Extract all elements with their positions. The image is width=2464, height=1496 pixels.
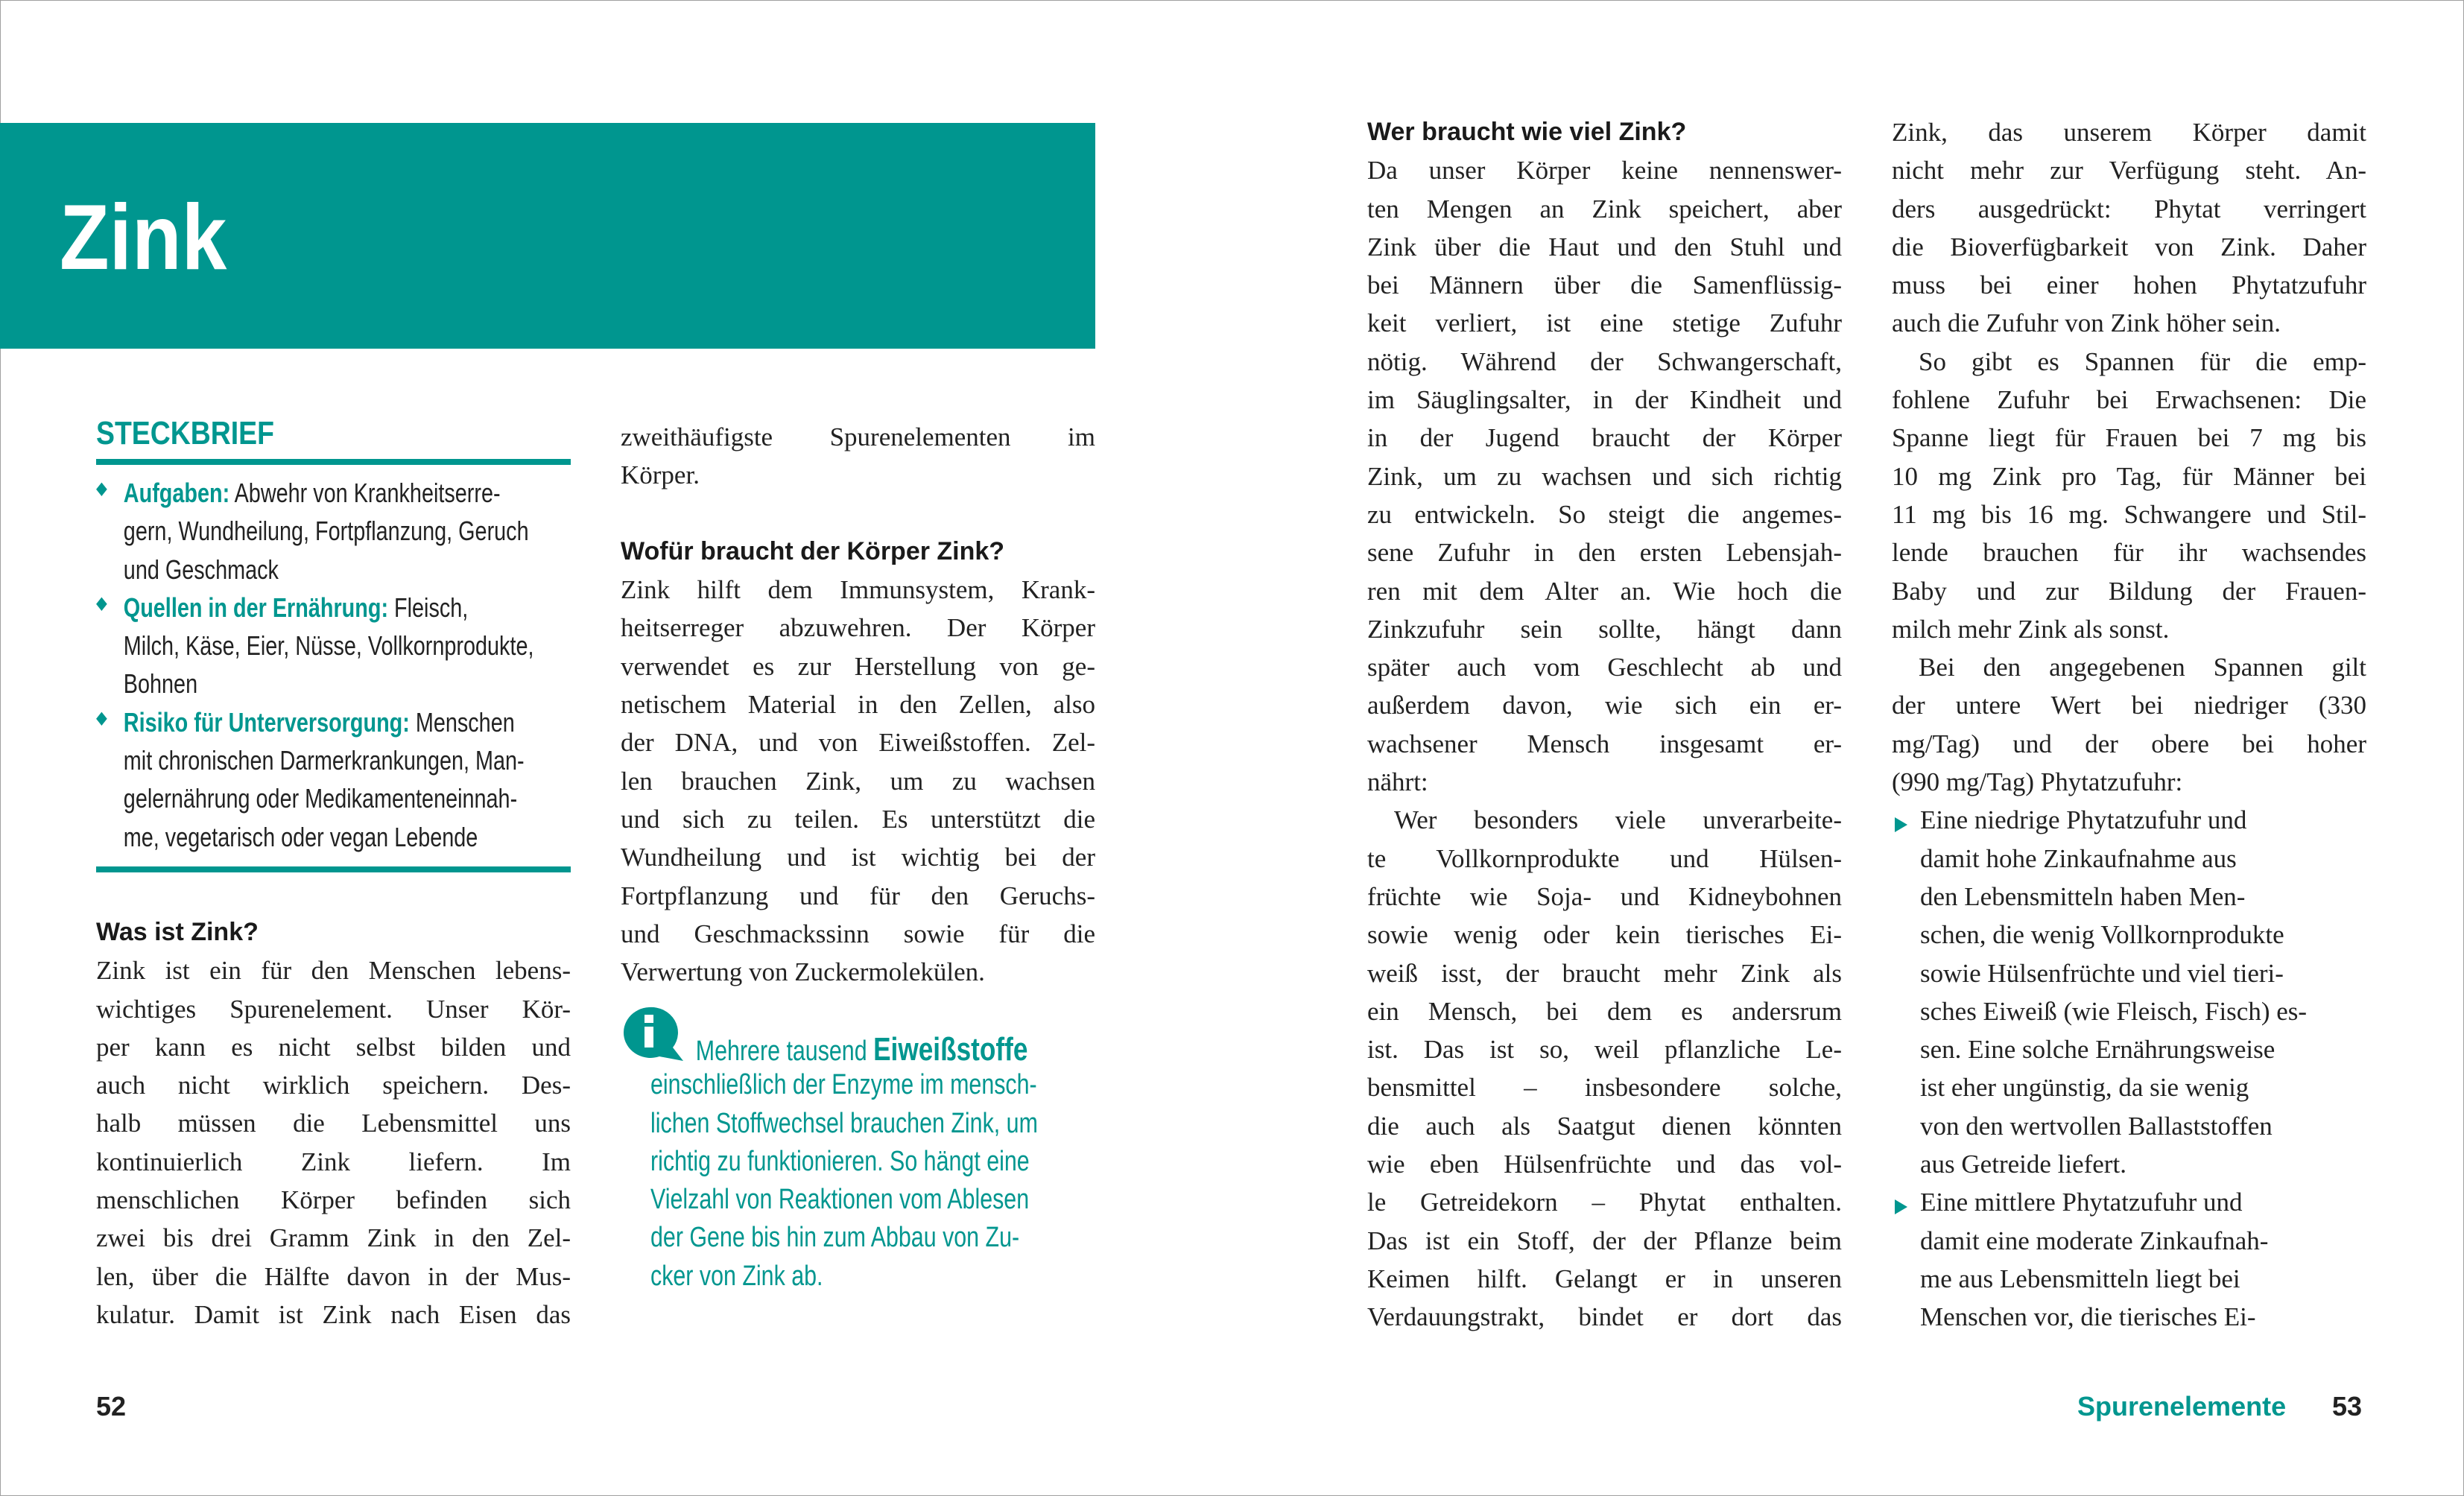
steckbrief-item-text: Fleisch, [388,592,469,623]
text-line: in der Jugend braucht der Körper [1367,423,1842,453]
text-line: damit eine moderate Zinkaufnah- [1920,1226,2269,1255]
info-line: richtig zu funktionieren. So hängt eine [650,1145,1030,1177]
chapter-title: Zink [60,186,227,289]
text-line: Menschen vor, die tierisches Ei- [1920,1302,2256,1332]
text-line: Fortpflanzung und für den Geruchs- [621,881,1095,910]
steckbrief-item-line [96,630,534,668]
text-line: wachsener Mensch insgesamt er- [1367,729,1842,758]
info-box [650,1031,1112,1299]
text-line: Keimen hilft. Gelangt er in unseren [1367,1264,1842,1293]
text-line: me aus Lebensmitteln liegt bei [1920,1264,2240,1293]
steckbrief-item-line [96,822,476,860]
steckbrief-item-line [96,478,501,516]
text-line: Bei den angegebenen Spannen gilt [1919,653,2366,682]
text-line: Zink ist ein für den Menschen lebens- [96,956,571,986]
text-line: mg/Tag) und der obere bei hoher [1892,729,2366,758]
steckbrief-bottom-rule [96,866,571,872]
text-line: nicht mehr zur Verfügung steht. An- [1892,156,2366,186]
text-line: te Vollkornprodukte und Hülsen- [1367,843,1842,873]
steckbrief-item-label: Risiko für Unterversorgung: [123,706,410,738]
text-line: per kann es nicht selbst bilden und [96,1032,571,1062]
text-line: damit hohe Zinkaufnahme aus [1920,843,2237,873]
info-line [650,1031,1028,1069]
text-line: len, über die Hälfte davon in der Mus- [96,1261,571,1291]
text-line: verwendet es zur Herstellung von ge- [621,651,1095,681]
text-line: keit verliert, ist eine stetige Zufuhr [1367,308,1842,338]
info-line: Vielzahl von Reaktionen vom Ablesen [650,1184,1030,1216]
steckbrief-title: STECKBRIEF [96,415,274,451]
text-line [621,499,1095,537]
text-line: Da unser Körper keine nennenswer- [1367,156,1842,186]
text-line: im Säuglingsalter, in der Kindheit und [1367,385,1842,415]
steckbrief-item-line [96,516,529,554]
text-line: fohlene Zufuhr bei Erwachsenen: Die [1892,385,2366,415]
info-prefix: Mehrere tausend [695,1036,874,1067]
text-line: muss bei einer hohen Phytatzufuhr [1892,270,2366,300]
text-line: Zink, das unserem Körper damit [1892,118,2366,147]
text-line: kontinuierlich Zink liefern. Im [96,1147,571,1176]
text-line: milch mehr Zink als sonst. [1892,614,2170,644]
text-line: der untere Wert bei niedriger (330 [1892,691,2366,720]
text-line: ren mit dem Alter an. Wie hoch die [1367,576,1842,606]
steckbrief-item-line [96,706,515,745]
column-4 [1892,118,2366,1341]
steckbrief-item-text: gelernährung oder Medikamenteneinnah- [123,783,518,814]
steckbrief-item-line [96,745,525,783]
text-line: ders ausgedrückt: Phytat verringert [1892,194,2366,224]
text-line: Spanne liegt für Frauen bei 7 mg bis [1892,423,2366,453]
text-line: Zinkzufuhr sein sollte, hängt dann [1367,614,1842,644]
page-number-left: 52 [96,1391,127,1421]
text-line: bei Männern über die Samenflüssig- [1367,270,1842,300]
text-line: zwei bis drei Gramm Zink in den Zel- [96,1223,571,1253]
text-line: zweithäufigste Spurenelementen im [621,422,1095,451]
text-line: Wer besonders viele unverarbeite- [1394,805,1842,835]
chapter-banner [0,123,1095,349]
running-section-title: Spurenelemente [2077,1391,2287,1421]
text-line: halb müssen die Lebensmittel uns [96,1109,571,1138]
steckbrief-item-line [96,668,476,706]
text-line: ten Mengen an Zink speichert, aber [1367,194,1842,224]
page-number-right: 53 [2332,1391,2363,1421]
steckbrief-item-line [96,783,518,821]
info-line: lichen Stoffwechsel brauchen Zink, um [650,1107,1038,1139]
text-line: von den wertvollen Ballaststoffen [1920,1111,2273,1141]
steckbrief-item-text: me, vegetarisch oder vegan Lebende [123,821,478,852]
steckbrief-item-text: Bohnen [123,668,198,700]
text-line: auch nicht wirklich speichern. Des- [96,1071,571,1100]
column-3 [1367,118,1842,1341]
text-line: auch die Zufuhr von Zink höher sein. [1892,308,2281,338]
text-line: Verdauungstrakt, bindet er dort das [1367,1302,1842,1332]
text-line: netischem Material in den Zellen, also [621,690,1095,720]
column-2 [621,422,1095,995]
text-line: Das ist ein Stoff, der der Pflanze beim [1367,1226,1842,1255]
text-line: der DNA, und von Eiweißstoffen. Zel- [621,728,1095,758]
text-line: schen, die wenig Vollkornprodukte [1920,920,2284,950]
text-line: So gibt es Spannen für die emp- [1919,346,2366,376]
section-heading: Was ist Zink? [96,918,259,946]
steckbrief-item-line [96,592,476,630]
steckbrief-item-text: und Geschmack [123,554,279,585]
text-line: Zink über die Haut und den Stuhl und [1367,232,1842,262]
text-line: menschlichen Körper befinden sich [96,1185,571,1215]
text-line: die auch als Saatgut dienen könnten [1367,1111,1842,1141]
text-line: lende brauchen für ihr wachsendes [1892,538,2366,568]
info-line: einschließlich der Enzyme im mensch- [650,1069,1037,1101]
text-line: heitserreger abzuwehren. Der Körper [621,613,1095,643]
text-line: Baby und zur Bildung der Frauen- [1892,576,2366,606]
info-line: der Gene bis hin zum Abbau von Zu- [650,1222,1020,1254]
bullet-item-line: Eine niedrige Phytatzufuhr und [1892,805,2366,843]
text-line: ist eher ungünstig, da sie wenig [1920,1073,2249,1103]
steckbrief-item-label: Quellen in der Ernährung: [123,592,389,623]
text-line: sene Zufuhr in den ersten Lebensjah- [1367,538,1842,568]
text-line: die Bioverfügbarkeit von Zink. Daher [1892,232,2366,262]
text-line: 10 mg Zink pro Tag, für Männer bei [1892,461,2366,491]
text-line: sowie wenig oder kein tierisches Ei- [1367,920,1842,950]
text-line: Wundheilung und ist wichtig bei der [621,843,1095,872]
section-heading: Wofür braucht der Körper Zink? [621,536,1005,565]
steckbrief-item-text: Menschen [409,706,515,738]
text-line: zu entwickeln. So steigt die angemes- [1367,499,1842,529]
steckbrief-top-rule [96,459,571,465]
text-line: nötig. Während der Schwangerschaft, [1367,346,1842,376]
text-line: wie eben Hülsenfrüchte und das vol- [1367,1150,1842,1179]
steckbrief-item-line [96,554,476,592]
text-line: Körper. [621,460,700,490]
text-line: und Geschmackssinn sowie für die [621,919,1095,948]
info-line: cker von Zink ab. [650,1260,823,1292]
text-line: wichtiges Spurenelement. Unser Kör- [96,994,571,1024]
text-line: bensmittel – insbesondere solche, [1367,1073,1842,1103]
text-line: le Getreidekorn – Phytat enthalten. [1367,1188,1842,1217]
text-line: sen. Eine solche Ernährungsweise [1920,1035,2275,1065]
section-heading: Wer braucht wie viel Zink? [1367,118,1687,146]
text-line: Zink hilft dem Immunsystem, Krank- [621,575,1095,605]
steckbrief-item-label: Aufgaben: [123,478,230,508]
text-line: den Lebensmitteln haben Men- [1920,881,2246,911]
text-line: kulatur. Damit ist Zink nach Eisen das [96,1299,571,1329]
text-line: weiß isst, der braucht mehr Zink als [1367,958,1842,988]
steckbrief-item-text: mit chronischen Darmerkrankungen, Man- [123,745,525,776]
text-line: außerdem davon, wie sich ein er- [1367,691,1842,720]
steckbrief-item-text: Abwehr von Krankheitserre- [229,478,501,508]
column-1 [96,918,571,1338]
text-line: ist. Das ist so, weil pflanzliche Le- [1367,1035,1842,1065]
steckbrief-item-text: gern, Wundheilung, Fortpflanzung, Geruch [123,516,529,547]
text-line: nährt: [1367,767,1428,797]
text-line: ein Mensch, bei dem es andersrum [1367,996,1842,1026]
steckbrief-item-text: Milch, Käse, Eier, Nüsse, Vollkornprodukte, [123,630,534,662]
text-line: früchte wie Soja- und Kidneybohnen [1367,881,1842,911]
steckbrief-list [96,478,571,860]
info-highlight: Eiweißstoffe [873,1031,1028,1068]
text-line: sowie Hülsenfrüchte und viel tieri- [1920,958,2284,988]
text-line: Zink, um zu wachsen und sich richtig [1367,461,1842,491]
text-line: 11 mg bis 16 mg. Schwangere und Stil- [1892,499,2366,529]
text-line: aus Getreide liefert. [1920,1150,2126,1179]
text-line: sches Eiweiß (wie Fleisch, Fisch) es- [1920,996,2308,1026]
text-line: len brauchen Zink, um zu wachsen [621,766,1095,796]
text-line: (990 mg/Tag) Phytatzufuhr: [1892,767,2183,797]
bullet-item-line: Eine mittlere Phytatzufuhr und [1892,1188,2366,1226]
text-line: Verwertung von Zuckermolekülen. [621,957,985,987]
text-line: später auch vom Geschlecht ab und [1367,653,1842,682]
text-line: und sich zu teilen. Es unterstützt die [621,804,1095,834]
